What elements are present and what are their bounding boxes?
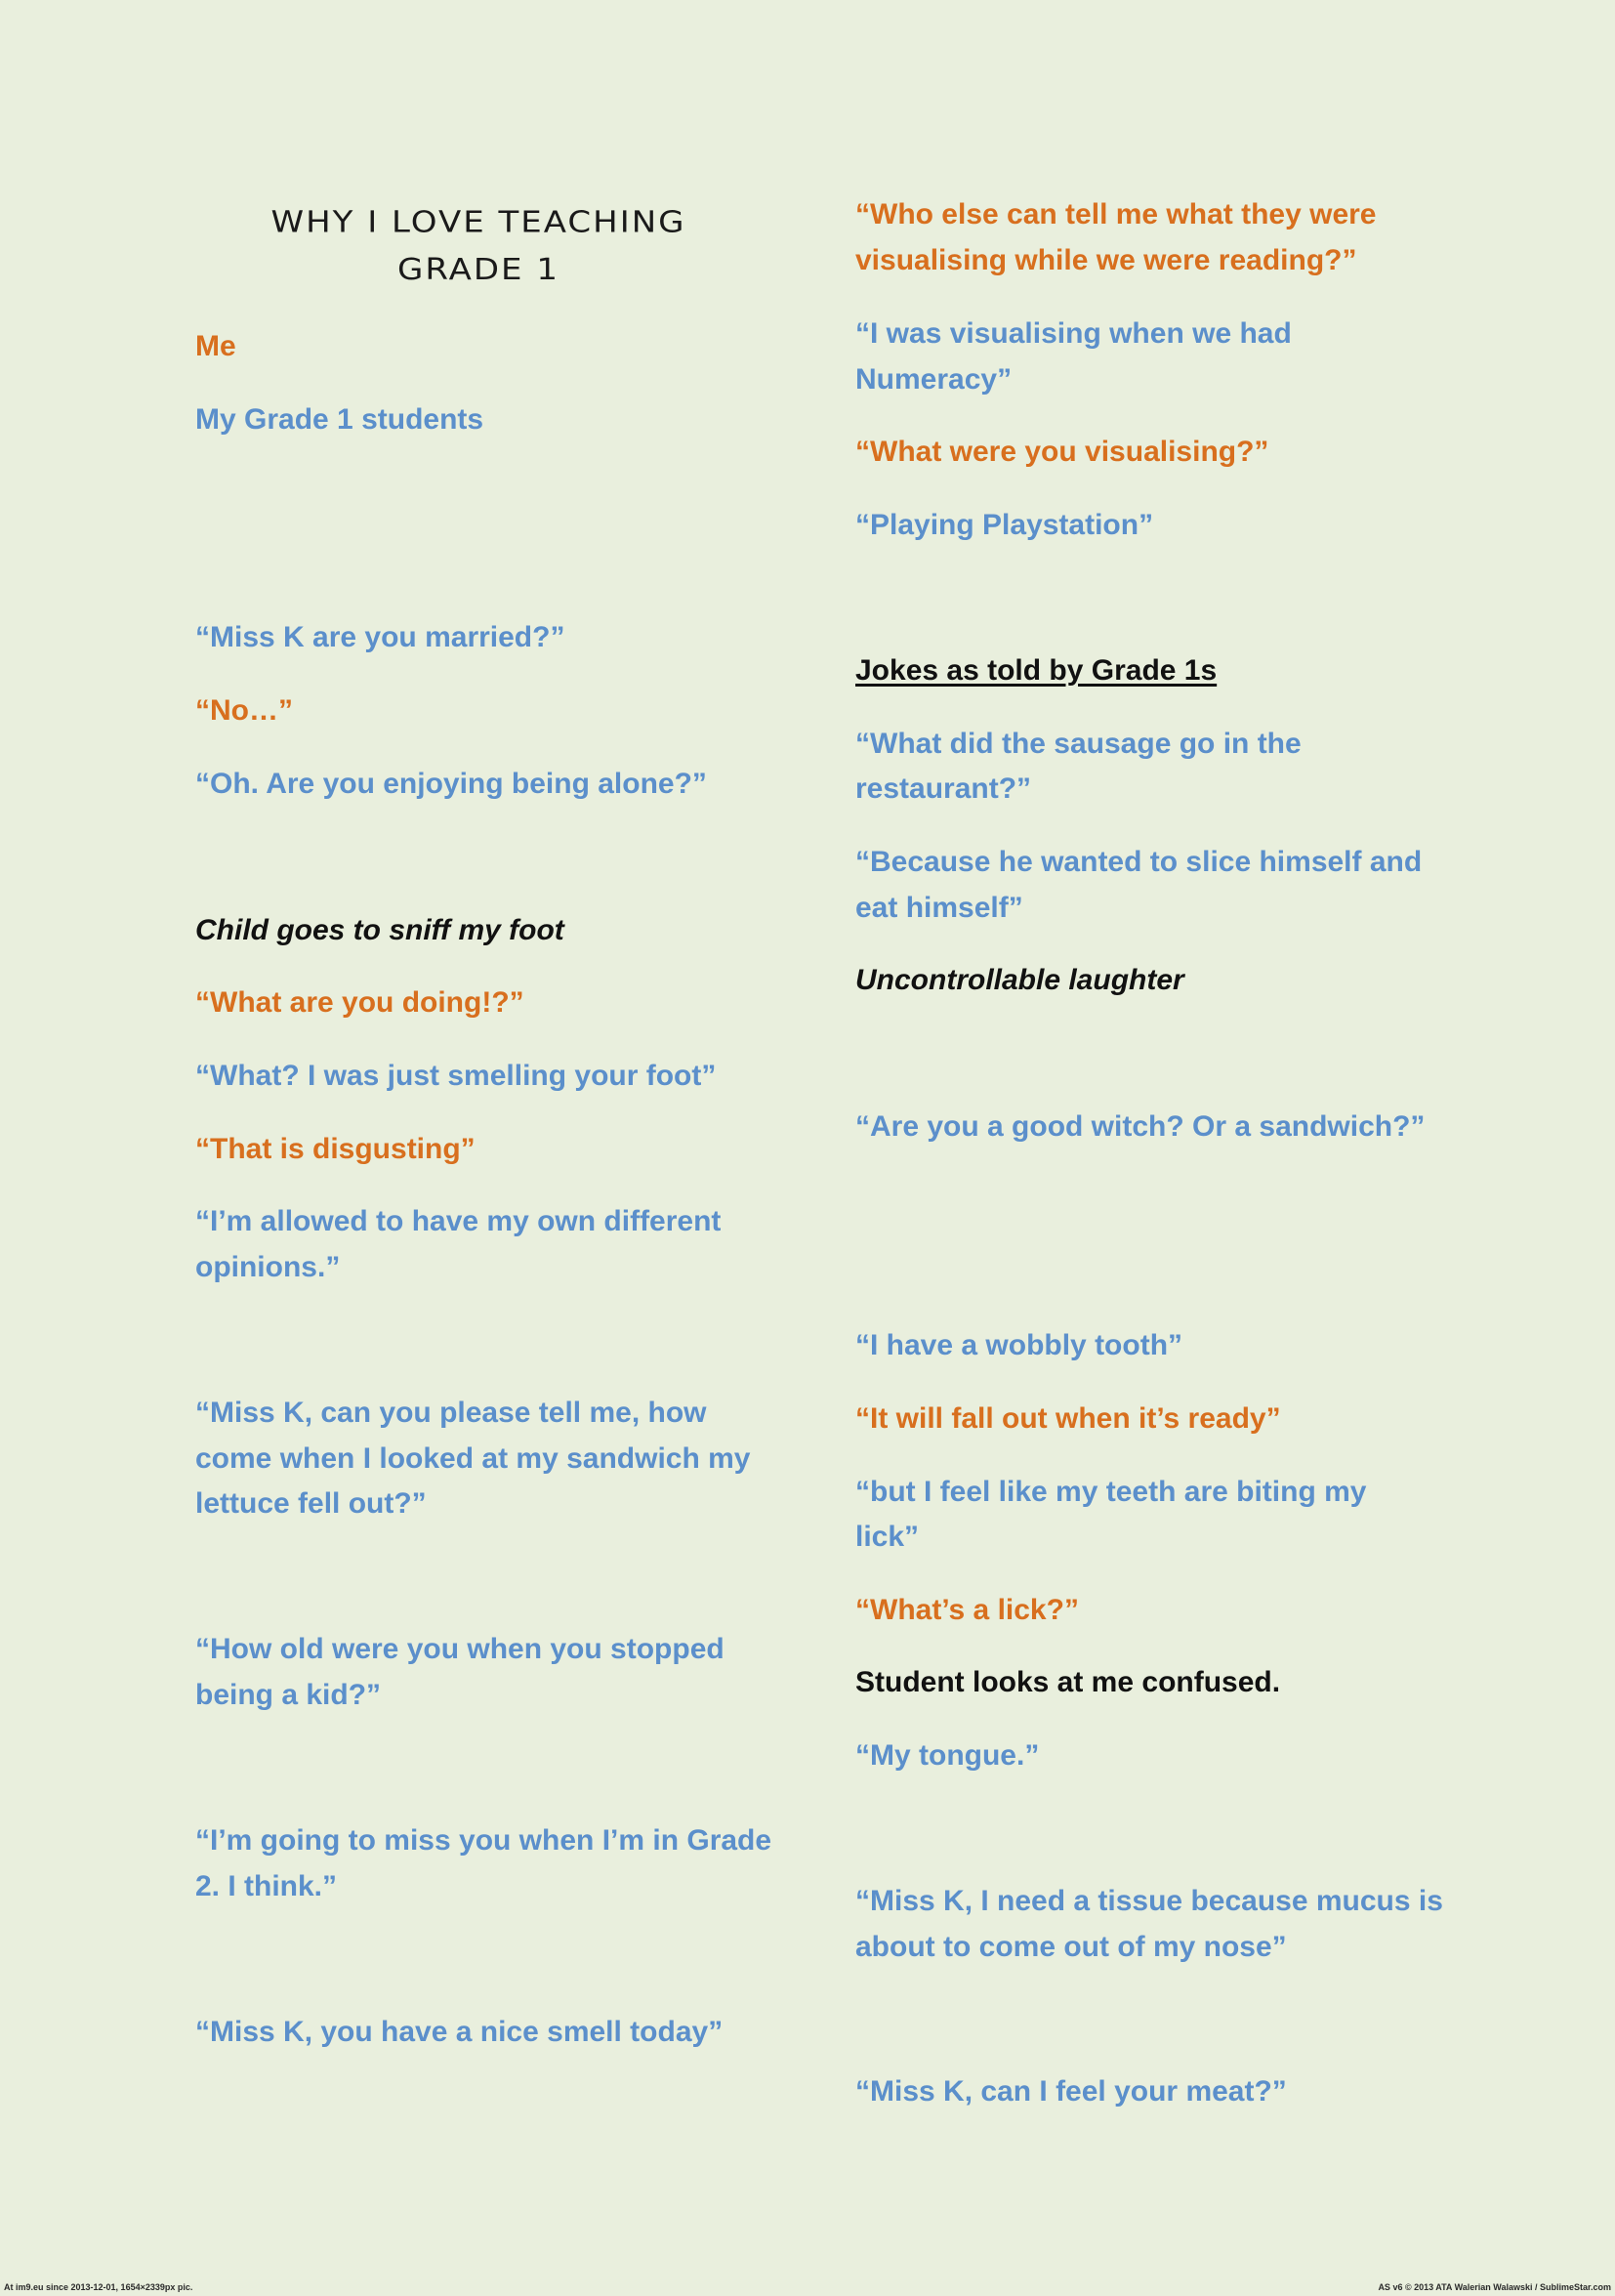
quote-numeracy-line-2: Numeracy” (855, 363, 1013, 396)
jokes-heading: Jokes as told by Grade 1s (855, 654, 1218, 687)
quote-slice-line-2: eat himself” (855, 892, 1023, 924)
quote-married: “Miss K are you married?” (195, 621, 565, 653)
quote-alone: “Oh. Are you enjoying being alone?” (195, 768, 707, 800)
quote-tongue: “My tongue.” (855, 1739, 1040, 1772)
quote-disgusting: “That is disgusting” (195, 1133, 476, 1165)
footer-right: AS v6 © 2013 ATA Walerian Walawski / SublimeStar.com (1378, 2282, 1611, 2292)
title-line-1: WHY I LOVE TEACHING (270, 204, 686, 240)
quote-what-visualising: “What were you visualising?” (855, 436, 1269, 468)
quote-no: “No…” (195, 694, 293, 727)
quote-kid-line-2: being a kid?” (195, 1679, 382, 1711)
quote-nice-smell: “Miss K, you have a nice smell today” (195, 2016, 724, 2048)
narration-sniff: Child goes to sniff my foot (195, 914, 564, 946)
quote-miss-line-2: 2. I think.” (195, 1870, 338, 1902)
quote-tissue-line-2: about to come out of my nose” (855, 1931, 1287, 1963)
quote-lick-line-1: “but I feel like my teeth are biting my (855, 1476, 1367, 1508)
quote-who-else-line-2: visualising while we were reading?” (855, 244, 1357, 276)
quote-opinions-line-2: opinions.” (195, 1251, 341, 1283)
page-title (195, 198, 762, 293)
quote-miss-line-1: “I’m going to miss you when I’m in Grade (195, 1824, 772, 1857)
quote-numeracy-line-1: “I was visualising when we had (855, 317, 1292, 350)
quote-fall-out: “It will fall out when it’s ready” (855, 1402, 1281, 1435)
quote-lick-line-2: lick” (855, 1521, 920, 1553)
quote-slice-line-1: “Because he wanted to slice himself and (855, 846, 1423, 878)
speaker-students: My Grade 1 students (195, 403, 484, 436)
quote-who-else-line-1: “Who else can tell me what they were (855, 198, 1377, 230)
quote-lettuce-line-3: lettuce fell out?” (195, 1487, 427, 1520)
quote-kid-line-1: “How old were you when you stopped (195, 1633, 725, 1665)
quote-smelling: “What? I was just smelling your foot” (195, 1060, 717, 1092)
quote-sausage-line-1: “What did the sausage go in the (855, 728, 1302, 760)
quote-what-doing: “What are you doing!?” (195, 986, 524, 1019)
quote-whats-lick: “What’s a lick?” (855, 1594, 1079, 1626)
quote-playstation: “Playing Playstation” (855, 509, 1154, 541)
footer-left: At im9.eu since 2013-12-01, 1654×2339px pic. (4, 2282, 193, 2292)
quote-lettuce-line-1: “Miss K, can you please tell me, how (195, 1397, 707, 1429)
quote-meat: “Miss K, can I feel your meat?” (855, 2075, 1287, 2108)
quote-opinions-line-1: “I’m allowed to have my own different (195, 1205, 722, 1237)
quote-wobbly: “I have a wobbly tooth” (855, 1329, 1183, 1361)
narration-confused: Student looks at me confused. (855, 1666, 1281, 1698)
quote-sausage-line-2: restaurant?” (855, 772, 1032, 805)
narration-laughter: Uncontrollable laughter (855, 964, 1184, 996)
quote-lettuce-line-2: come when I looked at my sandwich my (195, 1442, 751, 1475)
title-line-2: GRADE 1 (397, 252, 559, 288)
quote-witch: “Are you a good witch? Or a sandwich?” (855, 1110, 1426, 1143)
quote-tissue-line-1: “Miss K, I need a tissue because mucus is (855, 1885, 1443, 1917)
speaker-me: Me (195, 330, 236, 362)
